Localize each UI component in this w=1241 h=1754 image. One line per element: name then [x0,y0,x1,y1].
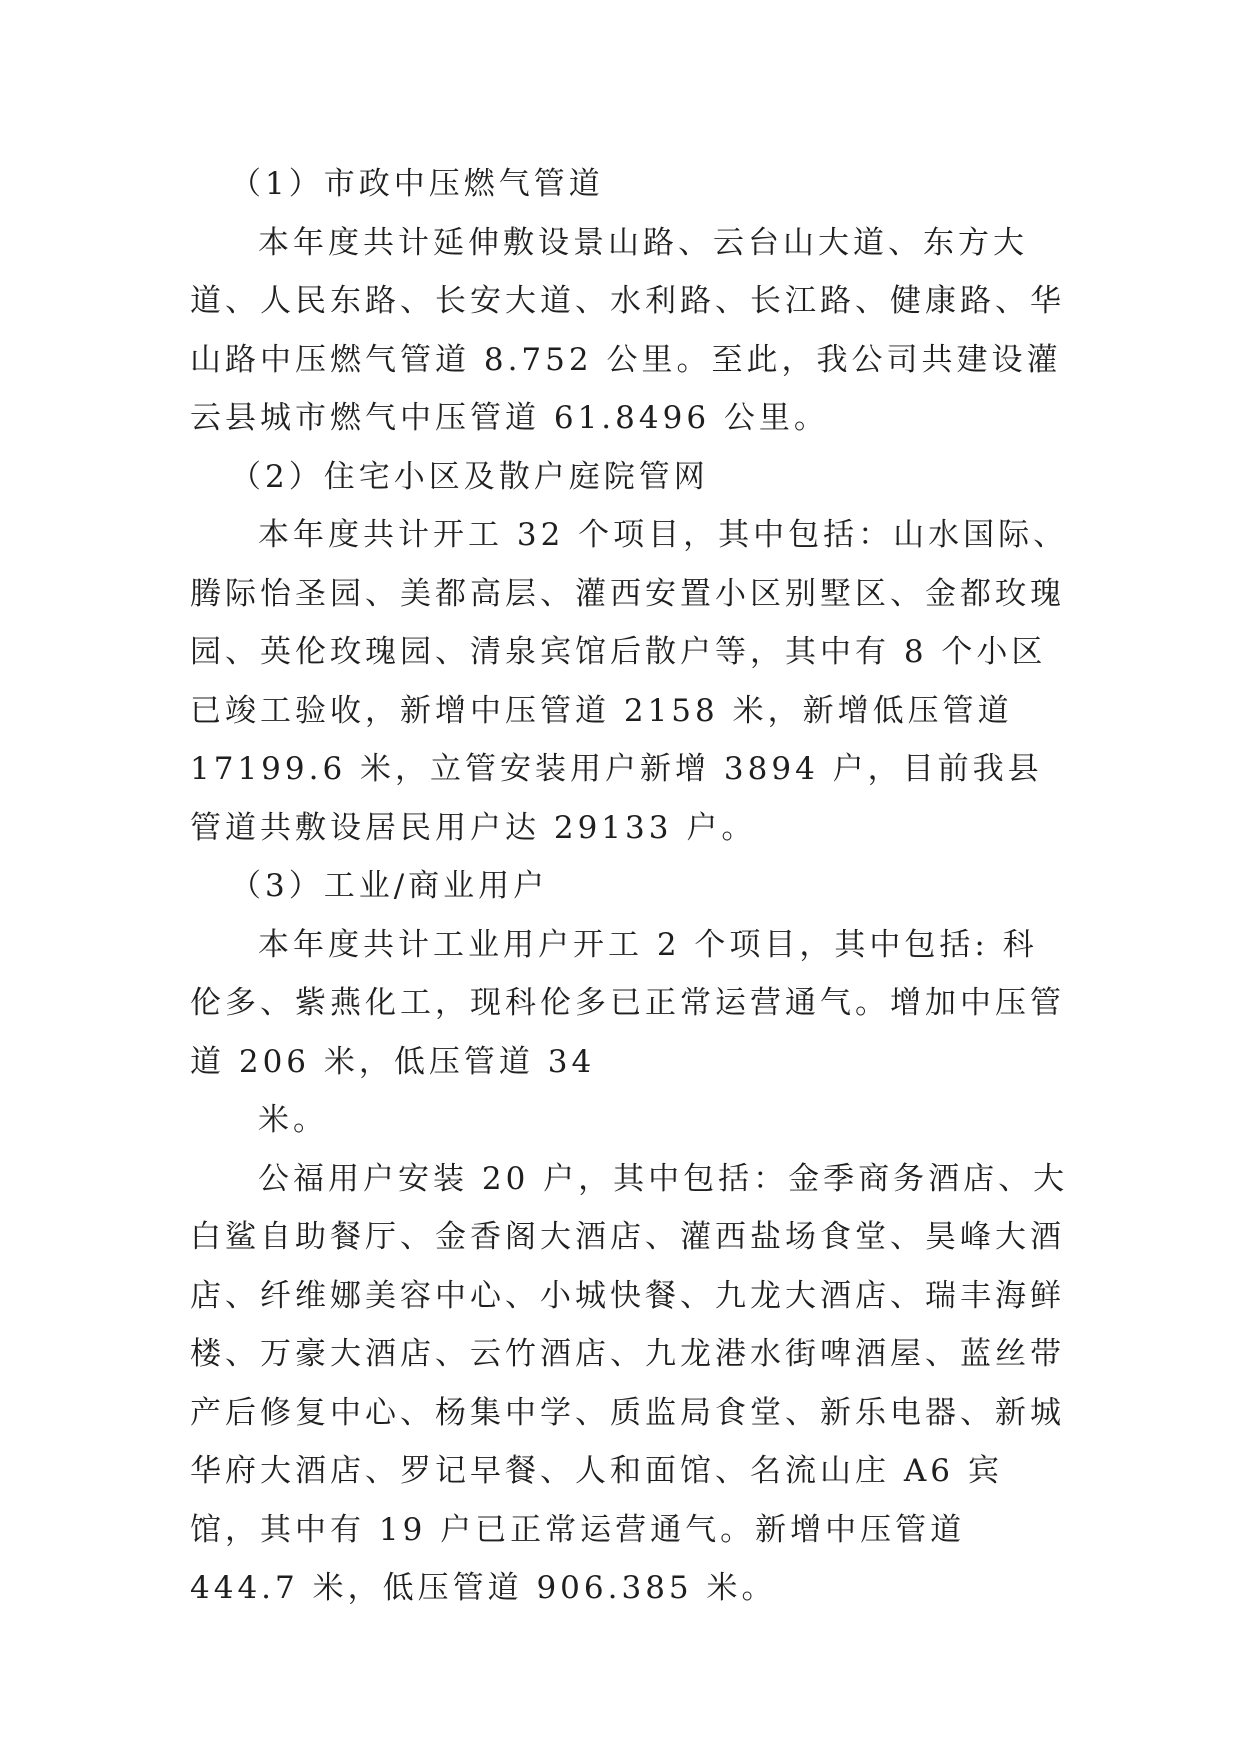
section-heading-residential-network: （2）住宅小区及散户庭院管网 [230,458,709,495]
paragraph-residential-network: 本年度共计开工 32 个项目，其中包括：山水国际、腾际怡圣园、美都高层、灌西安置小区别墅区、金都玫瑰园、英伦玫瑰园、清泉宾馆后散户等，其中有 8 个小区已竣工验收，新增中压管道 2158 米，新增低压管道 17199.6 米，立管安装用户新增 3894 户，目前我县管道共敷设居民用户达 29133 户。 [190,517,1069,846]
document-body [190,155,1070,1618]
section-heading-industrial-commercial: （3）工业/商业用户 [230,868,549,904]
paragraph-municipal-pipeline: 本年度共计延伸敷设景山路、云台山大道、东方大道、人民东路、长安大道、水利路、长江路、健康路、华山路中压燃气管道 8.752 公里。至此，我公司共建设灌云县城市燃气中压管道 61.8496 公里。 [190,224,1065,436]
paragraph-public-welfare-users: 公福用户安装 20 户，其中包括：金季商务酒店、大白鲨自助餐厅、金香阁大酒店、灌西盐场食堂、昊峰大酒店、纤维娜美容中心、小城快餐、九龙大酒店、瑞丰海鲜楼、万豪大酒店、云竹酒店、九龙港水街啤酒屋、蓝丝带产后修复中心、杨集中学、质监局食堂、新乐电器、新城华府大酒店、罗记早餐、人和面馆、名流山庄 A6 宾馆，其中有 19 户已正常运营通气。新增中压管道 444.7 米，低压管道 906.385 米。 [190,1160,1069,1606]
section-heading-municipal-pipeline: （1）市政中压燃气管道 [230,166,604,202]
paragraph-industrial-users: 本年度共计工业用户开工 2 个项目，其中包括: 科伦多、紫燕化工，现科伦多已正常运营通气。增加中压管道 206 米，低压管道 34 [190,926,1065,1080]
paragraph-industrial-users-continued: 米。 [258,1102,328,1138]
